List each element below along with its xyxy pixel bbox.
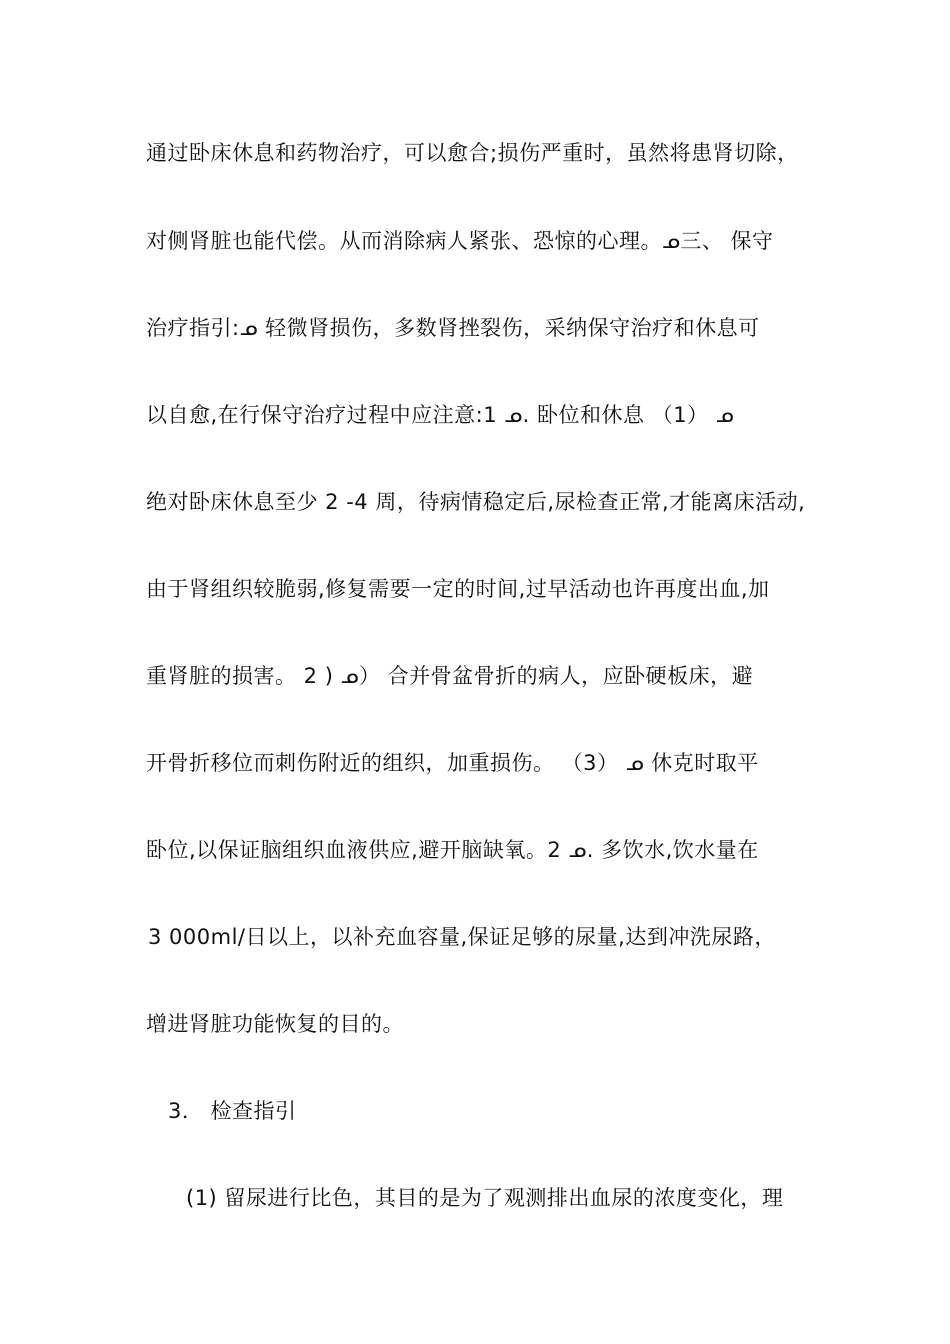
paragraph-line: 重肾脏的损害。 2 ) ᓄ） 合并骨盆骨折的病人，应卧硬板床，避 [146, 664, 754, 688]
paragraph-line: 由于肾组织较脆弱,修复需要一定的时间,过早活动也许再度出血,加 [146, 577, 770, 601]
paragraph-line: 绝对卧床休息至少 2 -4 周，待病情稳定后,尿检查正常,才能离床活动, [146, 490, 806, 514]
paragraph-line: 治疗指引:ᓄ 轻微肾损伤，多数肾挫裂伤，采纳保守治疗和休息可 [146, 316, 760, 340]
paragraph-line: 卧位,以保证脑组织血液供应,避开脑缺氧。2 ᓄ. 多饮水,饮水量在 [146, 838, 759, 862]
paragraph-line: 通过卧床休息和药物治疗，可以愈合;损伤严重时，虽然将患肾切除， [146, 141, 799, 165]
paragraph-line: 3 000ml/日以上，以补充血容量,保证足够的尿量,达到冲洗尿路， [148, 925, 776, 949]
paragraph-line: 开骨折移位而刺伤附近的组织，加重损伤。 （3） ᓄ 休克时取平 [146, 751, 759, 775]
paragraph-line: 对侧肾脏也能代偿。从而消除病人紧张、恐惊的心理。ᓄ三、 保守 [146, 229, 774, 253]
paragraph-line: (1) 留尿进行比色，其目的是为了观测排出血尿的浓度变化，理 [186, 1186, 784, 1210]
paragraph-line: 增进肾脏功能恢复的目的。 [146, 1012, 404, 1036]
section-heading: 3． 检查指引 [168, 1099, 297, 1123]
paragraph-line: 以自愈,在行保守治疗过程中应注意:1 ᓄ. 卧位和休息 （1） ᓄ [146, 403, 735, 427]
